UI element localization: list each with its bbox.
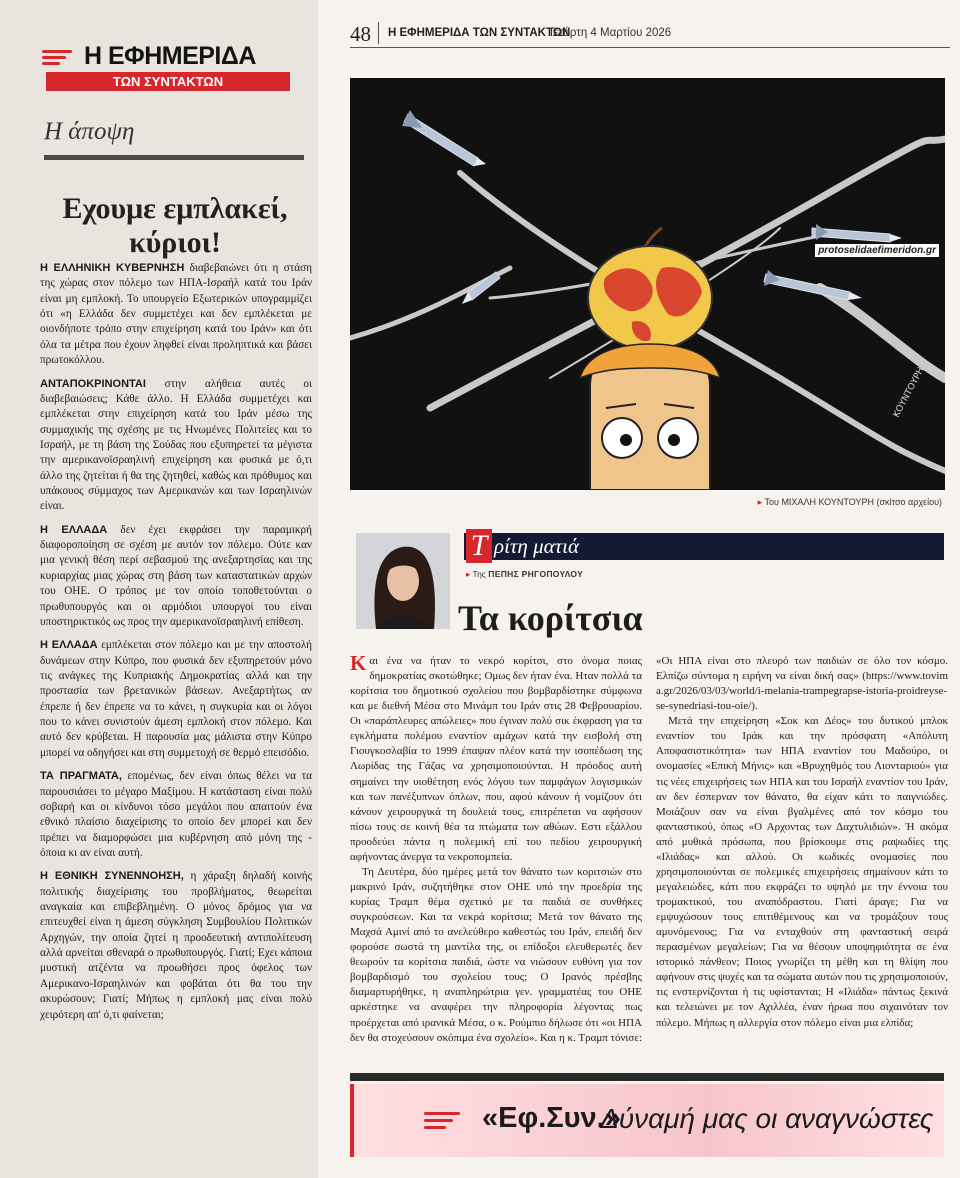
ad-slogan: Δύναμή μας οι αναγνώστες <box>600 1103 934 1134</box>
article-paragraph <box>656 714 948 1030</box>
cartoon-drawing <box>350 78 945 490</box>
editorial-title-line1: Εχουμε εμπλακεί, <box>62 192 288 225</box>
watermark: protoselidaefimeridon.gr <box>815 244 939 257</box>
byline <box>466 569 583 580</box>
editorial-paragraph <box>40 377 312 515</box>
byline-prefix: Της <box>472 569 486 579</box>
editorial-title <box>30 192 320 260</box>
header-paper-name: Η ΕΦΗΜΕΡΙΔΑ ΤΩΝ ΣΥΝΤΑΚΤΩΝ <box>388 27 571 39</box>
column-name-initial: Τ <box>466 529 492 563</box>
editorial-column <box>0 0 318 1178</box>
editorial-paragraph <box>40 769 312 861</box>
author-photo <box>356 533 450 629</box>
masthead-subtitle: ΤΩΝ ΣΥΝΤΑΚΤΩΝ <box>46 72 290 91</box>
speed-lines-icon <box>42 48 76 66</box>
article-paragraph-text: Τη Δευτέρα, δύο ημέρες μετά τον θάνατο των κοριτσιών στο μακρινό Ιράν, συζητήθηκε στον ΟΗΕ υπό την προεδρία της κυρίας Τραμπ θέμα σχετικό με τα παιδιά σε συνθήκες συγκρούσεων. Και τα νεκρά κορίτσια; Μετά τον θάνατο της Μαχσά Αμινί από το ανελεύθερο καθεστώς του Ιράν, επειδή δεν φορούσε σωστά τη μαντίλα της, οι επίδοξοι ελευθερωτές δεν θεωρούν τα κορίτσια παιδιά, ώστε να νιώσουν ευθύνη για τον βομβαρδισμό του σχολείου τους; Ο Ιρανός πρέσβης διαμαρτυρήθηκε, η αναπληρώτρια γεν. γραμματέας του ΟΗΕ αρκέστηκε να αναφέρει την πληροφορία λέγοντας πως προέρχεται από ιρανικά Μέσα, ο κ. Ρούμπιο δήλωσε ότι «οι ΗΠΑ δεν θα στοχεύσουν σκόπιμα ένα σχολείο». Και η κ. Τραμπ τόνισε: «Οι ΗΠΑ είναι στο πλευρό των παιδιών σε όλο τον κόσμο. Ελπίζω σύντομα η ειρήνη να είναι δική σας» <box>350 655 948 1044</box>
paragraph-text: επομένως, δεν είναι όπως θέλει να τα παρουσιάσει το μέγαρο Μαξίμου. Η κατάσταση είναι πολύ σοβαρή και οι κίνδυνοι τόσο μεγάλοι που απαιτούν ένα εθνικό πλαίσιο διαχείρισης το οποίο δεν μπορεί και δεν πρέπει να διαμορφώσει μια κυβέρνηση από μόνη της - όποια κι αν είναι αυτή. <box>40 770 312 859</box>
byline-arrow-icon: ▸ <box>466 569 471 579</box>
ad-banner[interactable] <box>350 1084 944 1157</box>
ad-brand: «Εφ.Συν.» <box>482 1102 621 1134</box>
paragraph-text: η χάραξη δηλαδή κοινής πολιτικής διαχείρισης του προβλήματος, θεωρείται αναγκαία και επιβεβλημένη. Ο μόνος δρόμος για να επιτευχθεί είναι η άμεση σύγκληση Συμβουλίου Πολιτικών Αρχηγών, την οποία ζητεί η προοδευτική αντιπολίτευση αλλά αρνείται σθεναρά ο πρωθυπουργός. Γιατί; Εχει κάποια μυστική ατζέντα να προωθήσει προς όφελος των Αμερικανο-Ισραηλινών και φοβάται ότι θα του την ακυρώσουν; Γιατί; Μήπως η εμπλοκή μας είναι πολύ χειρότερη απ' ό,τι φαίνεται; <box>40 870 313 1021</box>
author-portrait <box>356 533 450 629</box>
paragraph-text: δεν έχει εκφράσει την παραμικρή διαφοροποίηση σε σχέση με αυτόν τον πόλεμο. Ούτε καν μια γενική θέση περί σεβασμού της ανεξαρτησίας και της κυριαρχίας μιας χώρας στη βάση των καταστατικών αρχών του ΟΗΕ. Ο τρόπος με τον οποίο τοποθετούνται ο πρωθυπουργός και οι αρμόδιοι υπουργοί του είναι υποστηρικτικός ως προς την αμερικανοϊσραηλινή επίθεση. <box>40 523 312 628</box>
paragraph-lead: ΤΑ ΠΡΑΓΜΑΤΑ, <box>40 770 122 783</box>
paragraph-lead: Η ΕΛΛΑΔΑ <box>40 639 98 652</box>
editorial-body <box>40 261 312 1031</box>
editorial-paragraph <box>40 261 312 369</box>
article-paragraph-text: Μετά την επιχείρηση «Σοκ και Δέος» του δυτικού μπλοκ εναντίον του Ιράκ και την πρόσφατη «Απόλυτη Αποφασιστικότητα» των ΗΠΑ εναντίον του Μαδούρο, οι ονομασίες «Επική Μήνις» και «Βρυχηθμός του Λιονταριού» για τις νέες επιχειρήσεις των ΗΠΑ και του Ισραήλ εναντίον του Ιράν, αν δεν έσπερναν τον θάνατο, θα είχαν κάτι το παιγνιώδες. Μοιάζουν σαν να είναι βγαλμένες από τον κόσμο του φανταστικού, όπως «Ο Αρχοντας των Δαχτυλιδιών». Ή ακόμα από μυθικά πρόσωπα, που βρίσκουμε στις ραψωδίες της «Ιλιάδας» και αλλού. Οι κωδικές ονομασίες που χρησιμοποιούνται σε πολεμικές επιχειρήσεις σημαίνουν κάτι το μεγαλειώδες, κάτι που εκφράζει το υψηλό με την έννοια του τρομακτικού, του αναπόδραστου. Γιατί άραγε; Για να εμψυχώσουν τους επιτιθέμενους και να τρομάξουν τους αμυνόμενους; Για να ενταχθούν στη φανταστική σειρά περασμένων μεγαλείων; Για να θέσουν υποψηφιότητα σε ένα ιστορικό πάνθεον; Ποιος γνωρίζει τη μέθη και τη θλίψη που αφήνουν στις ψυχές και τα σώματα αυτών που τις χρησιμοποιούν, τις ενστερνίζονται ή τις υφίστανται; Η «Ιλιάδα» πάντως ξεκινά και τελειώνει με τον Αχιλλέα, έναν ήρωα που σιχαινόταν τον πόλεμο. Μήπως η αλλεργία στον πόλεμο είναι μια ελπίδα; <box>656 715 948 1029</box>
section-label: Η άποψη <box>44 118 135 145</box>
editorial-paragraph <box>40 638 312 761</box>
header-date: Τετάρτη 4 Μαρτίου 2026 <box>548 27 672 39</box>
cartoon-signature: ΚΟΥΝΤΟΥΡΗ <box>891 365 927 420</box>
speed-lines-icon <box>424 1112 464 1132</box>
editorial-paragraph <box>40 869 312 1023</box>
caption-author: ΜΙΧΑΛΗ ΚΟΥΝΤΟΥΡΗ <box>781 497 874 507</box>
article-body <box>350 651 948 1046</box>
drop-cap: Κ <box>350 651 367 675</box>
paragraph-lead: Η ΕΘΝΙΚΗ ΣΥΝΕΝΝΟΗΣΗ, <box>40 870 184 883</box>
caption-note: (σκίτσο αρχείου) <box>876 497 942 507</box>
paragraph-lead: ΑΝΤΑΠΟΚΡΙΝΟΝΤΑΙ <box>40 377 146 390</box>
article-link[interactable]: (https://www.tovima.gr/2026/03/03/world/i-melania-trampegrapse-istoria-proidreyse-se-synedriasi-tou-oie/). <box>656 670 948 713</box>
header-divider <box>378 22 379 44</box>
article-paragraph <box>350 651 642 865</box>
masthead-name: Η ΕΦΗΜΕΡΙΔΑ <box>84 42 256 70</box>
byline-author: ΠΕΠΗΣ ΡΗΓΟΠΟΥΛΟΥ <box>488 569 584 579</box>
page-number: 48 <box>350 22 371 46</box>
paragraph-text: εμπλέκεται στον πόλεμο και με την αποστολή δυνάμεων στην Κύπρο, που φυσικά δεν εξυπηρετούν μόνο τις ανάγκες της Κυπριακής Δημοκρατίας αλλά και την προστασία των βρετανικών βάσεων. Ανεξαρτήτως αν έπρεπε ή δεν έπρεπε να το κάνει, η συγκυρία και οι λόγοι που το κάνει συνιστούν άμεση εμπλοκή στον πόλεμο. Και αυτό δεν κρύβεται. Η παρουσία μας μάλιστα στην Κύπρο μπορεί να οδηγήσει και στη συμμετοχή σε θερμό επεισόδιο. <box>40 639 312 759</box>
character-head <box>580 344 720 490</box>
page-header <box>350 20 950 48</box>
masthead-logo[interactable] <box>42 44 292 91</box>
cartoon[interactable] <box>350 78 945 490</box>
editorial-title-line2: κύριοι! <box>129 226 221 260</box>
paragraph-text: διαβεβαιώνει ότι η στάση της χώρας στον πόλεμο των ΗΠΑ-Ισραήλ κατά του Ιράν είναι μη εμπλοκή. Το υπουργείο Εξωτερικών υπογραμμίζει ότι «η Ελλάδα δεν συμμετέχει και δεν εμπλέκεται με οιονδήποτε τρόπο στην επιχείρηση κατά του Ιράν» και ότι όλα τα μέτρα που έχουν ληφθεί είναι προληπτικά και βάσει πρωτοκόλλου. <box>40 262 312 367</box>
article-title: Τα κορίτσια <box>458 598 643 638</box>
paragraph-lead: Η ΕΛΛΑΔΑ <box>40 523 108 536</box>
column-name: ρίτη ματιά <box>494 534 580 558</box>
paragraph-text: στην αλήθεια αυτές οι διαβεβαιώσεις; Κάθε άλλο. Η Ελλάδα συμμετέχει και εμπλέκεται στην επιχείρηση κατά του Ιράν μέσω της συμμαχικής της σχέσης με τις Ηνωμένες Πολιτείες και το Ισραήλ, με τη βάση της Σούδας που εξυπηρετεί τα μέγιστα την αμερικανοϊσραηλινή επιχείρηση και φυσικά με ό,τι άλλο της ζητείται ή θα της ζητηθεί, καθώς και πρόθυμος και υπάκουος σύμμαχος των Αμερικανών και των Ισραηλινών είναι. <box>40 377 312 513</box>
cartoon-caption <box>350 497 942 508</box>
editorial-paragraph <box>40 523 312 631</box>
caption-prefix: Του <box>764 497 779 507</box>
paragraph-lead: Η ΕΛΛΗΝΙΚΗ ΚΥΒΕΡΝΗΣΗ <box>40 262 185 274</box>
article-paragraph-text: αι ένα να ήταν το νεκρό κορίτσι, στο όνομα ποιας δημοκρατίας σκοτώθηκε; Ομως δεν ήταν ένα. Ηταν πολλά τα κορίτσια του δημοτικού σχολείου που βομβαρδίστηκε σύμφωνα και με διεθνή Μέσα στο Μινάμπ του Ιράν στις 28 Φεβρουαρίου. Οι «παράπλευρες απώλειες» που έγιναν πολύ σικ έκφραση για τα εγκλήματα πολέμου εναντίον αμάχων κατά την εισβολή στη Γιουγκοσλαβία το 1999 έπαψαν πλέον κατά την ισοπέδωση της Λωρίδας της Γάζας να χρησιμοποιούνται. Η πρόοδος αυτή σημαίνει την υιοθέτηση ενός λόγου των παμφάγων λογισμικών και των πανέξυπνων όπλων, που, αφού κάνουν ή νομίζουν ότι κάνουν χειρουργικά τη δουλειά τους, επιτρέπεται να αφήσουν πίσω τους σε κοινή θέα τα πτώματα των αθώων. Εστι εξάλλου προοδεύει πάντα η πολεμική επί του πεδίου χειρουργική αφήνοντας άνεργα τα νεκροπομπεία. <box>350 655 642 863</box>
caption-arrow-icon: ▸ <box>757 497 763 507</box>
ad-top-stripe <box>350 1073 944 1081</box>
section-rule <box>44 155 304 160</box>
